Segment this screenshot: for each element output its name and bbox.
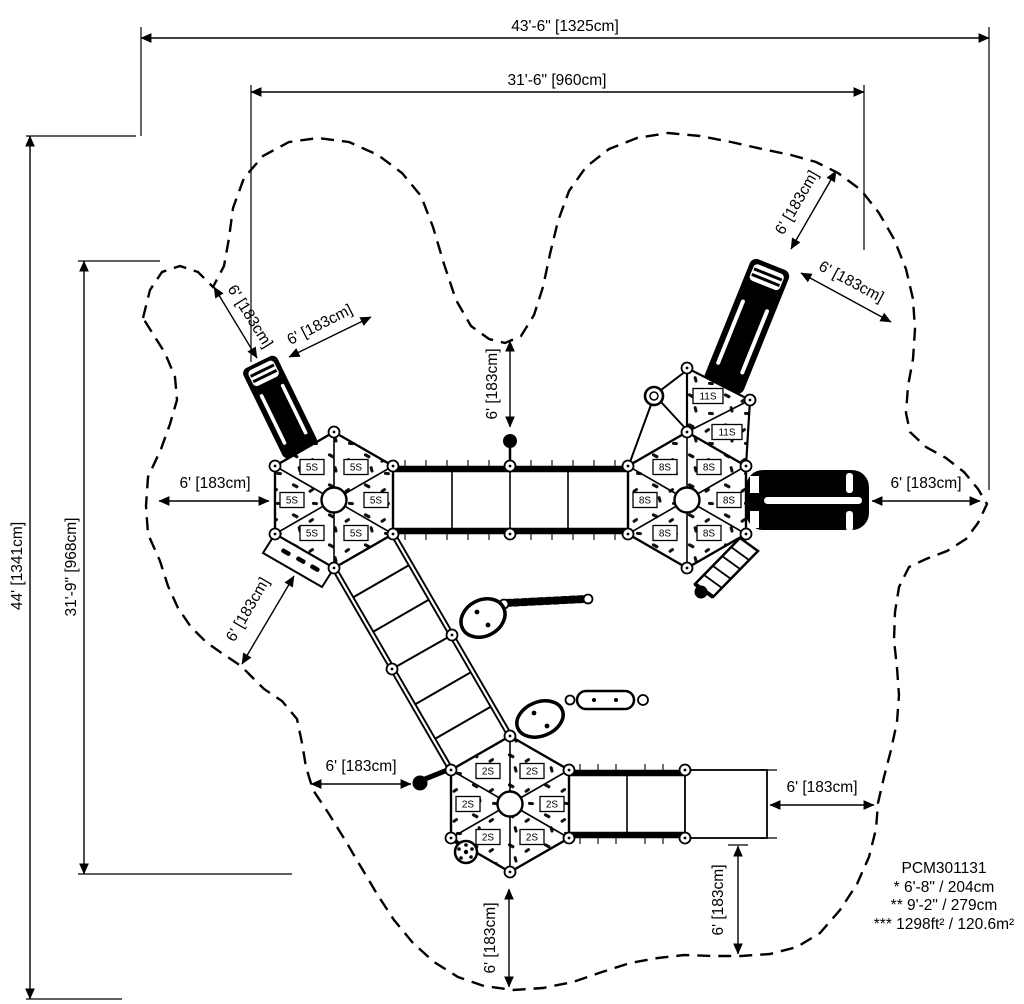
svg-text:6' [183cm]: 6' [183cm] <box>815 257 887 307</box>
deck-label-5s <box>300 460 324 475</box>
dim-clearance-top-left-2 <box>284 301 371 357</box>
svg-text:8S: 8S <box>658 462 672 474</box>
note-line-1: * 6'-8" / 204cm <box>893 879 995 896</box>
svg-text:6' [183cm]: 6' [183cm] <box>484 348 501 420</box>
svg-text:6' [183cm]: 6' [183cm] <box>890 475 962 492</box>
deck-label-8s <box>653 460 677 475</box>
deck-label-8s <box>697 526 721 541</box>
svg-text:2S: 2S <box>545 799 559 811</box>
chain-climber <box>500 595 593 609</box>
svg-text:6' [183cm]: 6' [183cm] <box>223 281 276 352</box>
dim-inner-height <box>63 261 84 874</box>
dim-clearance-top-right-2 <box>801 258 891 322</box>
dim-clearance-top-left-1 <box>214 282 276 358</box>
ramp-bottom <box>685 770 767 838</box>
dim-overall-height <box>9 136 30 999</box>
dim-clearance-lower-left <box>223 575 294 664</box>
deck-label-2s <box>476 830 500 845</box>
deck-label-5s <box>344 526 368 541</box>
deck-label-8s <box>697 460 721 475</box>
svg-text:2S: 2S <box>461 799 475 811</box>
svg-text:5S: 5S <box>349 462 363 474</box>
deck-label-11s <box>693 389 723 404</box>
deck-label-2s <box>520 830 544 845</box>
deck-label-5s <box>280 493 304 508</box>
dim-clearance-right <box>872 475 980 501</box>
dim-overall-height-label: 44' [1341cm] <box>9 521 26 611</box>
svg-text:2S: 2S <box>481 832 495 844</box>
svg-text:6' [183cm]: 6' [183cm] <box>179 475 251 492</box>
deck-label-8s <box>633 493 657 508</box>
model-number: PCM301131 <box>901 860 987 877</box>
deck-label-2s <box>476 764 500 779</box>
svg-text:5S: 5S <box>349 528 363 540</box>
deck-label-5s <box>364 493 388 508</box>
svg-text:2S: 2S <box>525 832 539 844</box>
svg-text:6' [183cm]: 6' [183cm] <box>482 902 499 974</box>
svg-text:8S: 8S <box>702 462 716 474</box>
svg-text:6' [183cm]: 6' [183cm] <box>284 301 356 349</box>
svg-text:11S: 11S <box>699 391 717 403</box>
deck-label-11s <box>712 425 742 440</box>
slide-top-left <box>241 354 319 461</box>
svg-text:11S: 11S <box>718 427 736 439</box>
notes-block <box>874 860 1014 933</box>
svg-text:2S: 2S <box>525 766 539 778</box>
deck-label-2s <box>520 764 544 779</box>
svg-text:8S: 8S <box>658 528 672 540</box>
ball-post <box>503 434 517 464</box>
deck-label-5s <box>300 526 324 541</box>
ladder-bridge <box>334 534 510 770</box>
dim-clearance-bottom-right <box>770 779 874 805</box>
deck-label-8s <box>653 526 677 541</box>
dim-inner-height-label: 31'-9" [968cm] <box>63 517 80 617</box>
deck-label-2s <box>540 797 564 812</box>
svg-text:6' [183cm]: 6' [183cm] <box>710 864 727 936</box>
dim-clearance-bottom-center <box>482 889 509 987</box>
dim-clearance-bottom-right-vertical <box>710 846 738 954</box>
double-slide-right <box>746 470 869 531</box>
svg-text:2S: 2S <box>481 766 495 778</box>
svg-text:8S: 8S <box>638 495 652 507</box>
dim-overall-width-label: 43'-6" [1325cm] <box>511 18 619 35</box>
note-line-2: ** 9'-2" / 279cm <box>890 897 998 914</box>
deck-label-2s <box>456 797 480 812</box>
svg-text:5S: 5S <box>369 495 383 507</box>
dim-inner-width-label: 31'-6" [960cm] <box>507 72 607 89</box>
dim-clearance-center-top <box>484 341 510 427</box>
note-line-3: *** 1298ft² / 120.6m² <box>873 916 1015 933</box>
dim-overall-width <box>141 18 989 38</box>
svg-text:5S: 5S <box>285 495 299 507</box>
deck-label-8s <box>717 493 741 508</box>
dim-inner-width <box>251 72 864 92</box>
trapeze-bar <box>566 691 649 709</box>
svg-text:5S: 5S <box>305 462 319 474</box>
svg-text:8S: 8S <box>722 495 736 507</box>
slide-top-right <box>703 257 792 396</box>
pod-climber-2 <box>511 694 568 744</box>
svg-text:6' [183cm]: 6' [183cm] <box>325 758 397 775</box>
handhold-ball <box>413 769 451 791</box>
bridge-bottom <box>569 764 685 844</box>
dim-clearance-left <box>159 475 269 501</box>
svg-text:8S: 8S <box>702 528 716 540</box>
dim-clearance-bottom-left <box>311 758 411 784</box>
dim-clearance-top-right-1 <box>772 168 836 249</box>
use-zone-boundary <box>143 133 987 990</box>
svg-text:6' [183cm]: 6' [183cm] <box>786 779 858 796</box>
deck-label-5s <box>344 460 368 475</box>
svg-text:5S: 5S <box>305 528 319 540</box>
svg-text:6' [183cm]: 6' [183cm] <box>222 574 274 645</box>
svg-text:6' [183cm]: 6' [183cm] <box>771 167 823 238</box>
